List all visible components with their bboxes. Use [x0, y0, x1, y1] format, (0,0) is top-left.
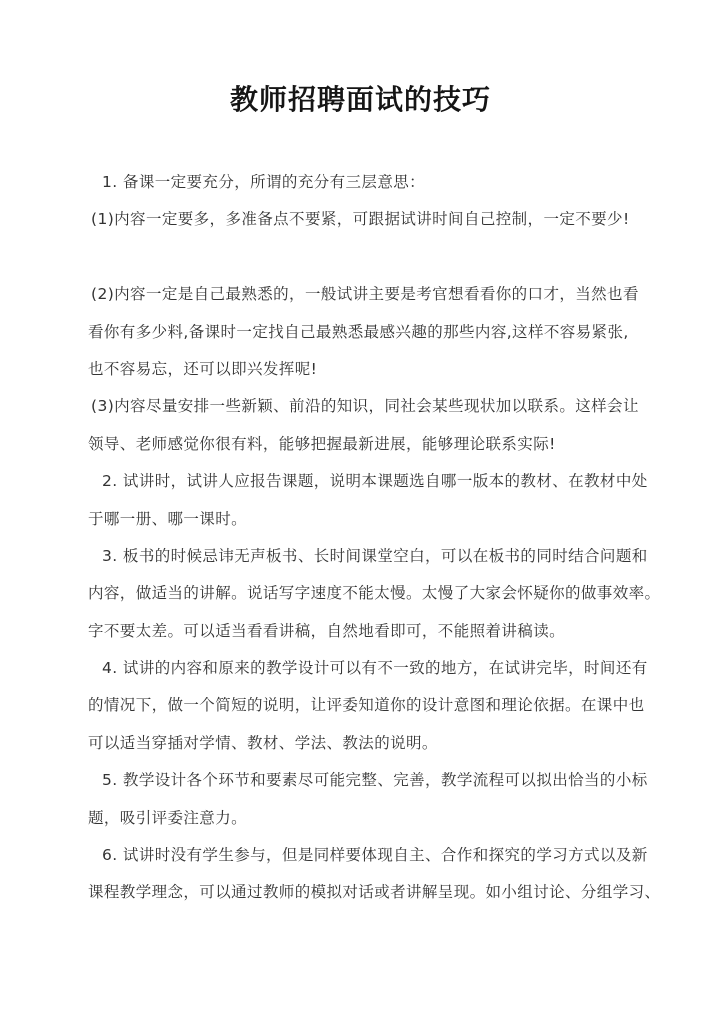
text-line: 也不容易忘，还可以即兴发挥呢! [88, 359, 318, 378]
text-line: 于哪一册、哪一课时。 [88, 509, 248, 528]
text-line: 课程教学理念，可以通过教师的模拟对话或者讲解呈现。如小组讨论、分组学习、 [88, 883, 661, 902]
document-body [88, 164, 661, 912]
blank-line [88, 239, 648, 276]
text-line: 领导、老师感觉你很有料，能够把握最新进展，能够理论联系实际! [88, 434, 556, 453]
text-line: 3. 板书的时候忌讳无声板书、长时间课堂空白，可以在板书的同时结合问题和 [102, 546, 648, 565]
text-line: 题，吸引评委注意力。 [88, 808, 248, 827]
text-line: (2)内容一定是自己最熟悉的，一般试讲主要是考官想看看你的口才，当然也看 [91, 285, 639, 304]
text-line: 字不要太差。可以适当看看讲稿，自然地看即可，不能照着讲稿读。 [88, 621, 566, 640]
text-line: 2. 试讲时，试讲人应报告课题，说明本课题选自哪一版本的教材、在教材中处 [102, 472, 648, 491]
text-line: 6. 试讲时没有学生参与，但是同样要体现自主、合作和探究的学习方式以及新 [102, 846, 648, 865]
text-line: 5. 教学设计各个环节和要素尽可能完整、完善，教学流程可以拟出恰当的小标 [102, 771, 648, 790]
text-line: 看你有多少料,备课时一定找自己最熟悉最感兴趣的那些内容,这样不容易紧张, [88, 322, 629, 341]
text-line: 可以适当穿插对学情、教材、学法、教法的说明。 [88, 733, 438, 752]
document-title: 教师招聘面试的技巧 [229, 83, 491, 116]
text-line: 内容，做适当的讲解。说话写字速度不能太慢。太慢了大家会怀疑你的做事效率。 [88, 584, 661, 603]
text-line: 的情况下，做一个简短的说明，让评委知道你的设计意图和理论依据。在课中也 [88, 696, 645, 715]
text-line: (3)内容尽量安排一些新颖、前沿的知识，同社会某些现状加以联系。这样会让 [91, 397, 639, 416]
text-line: (1)内容一定要多，多准备点不要紧，可跟据试讲时间自己控制，一定不要少! [91, 210, 630, 229]
text-line: 4. 试讲的内容和原来的教学设计可以有不一致的地方，在试讲完毕，时间还有 [102, 659, 648, 678]
text-line: 1. 备课一定要充分，所谓的充分有三层意思： [102, 173, 426, 191]
